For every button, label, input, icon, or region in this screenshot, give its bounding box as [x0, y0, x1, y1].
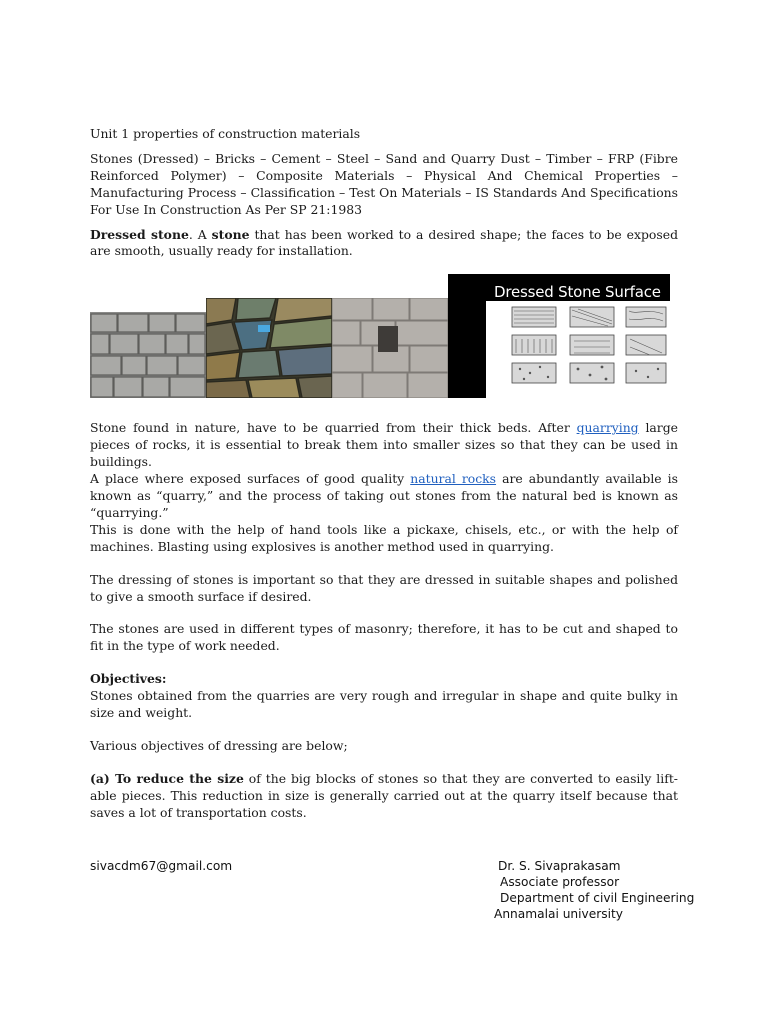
- quarry-text-c: A place where exposed surfaces of good quality: [90, 471, 411, 487]
- figure-caption: Dressed Stone Surface: [494, 283, 661, 301]
- syllabus-paragraph: Stones (Dressed) – Bricks – Cement – Steel – Sand and Quarry Dust – Timber – FRP (Fibre Reinforced Polymer) – Composite Materials – Physical And Chemical Properties – Manufacturing Process – Classification – Test On Materials – IS Standards And Specifications For Use In Construction As Per SP 21:1983: [90, 150, 678, 217]
- surface-samples-panel: [486, 301, 670, 398]
- footer-email: sivacdm67@gmail.com: [90, 859, 233, 873]
- objectives-heading: [90, 671, 678, 688]
- objectives-text: Stones obtained from the quarries are very rough and irregular in shape and quite bulky in size and weight.: [90, 688, 678, 721]
- quarrying-link[interactable]: quarrying: [576, 420, 639, 436]
- stone-images-figure: [90, 274, 670, 398]
- dressing-paragraph: The dressing of stones is important so that they are dressed in suitable shapes and polished to give a smooth surface if desired.: [90, 571, 678, 604]
- definition-text-1: . A: [188, 226, 212, 242]
- definition-text-2: that has been worked to a desired shape; the faces to be exposed are smooth, usually ready for installation.: [90, 226, 678, 259]
- unit-heading: Unit 1 properties of construction materials: [90, 126, 361, 141]
- objective-a: [90, 771, 678, 822]
- footer-university: Annamalai university: [494, 907, 623, 921]
- stone-term: stone: [211, 226, 250, 242]
- rubble-stone-wall-image: [206, 298, 332, 398]
- footer-author-role: Associate professor: [500, 875, 620, 889]
- surface-samples-grid: [486, 301, 670, 398]
- dressed-stone-definition: [90, 227, 678, 261]
- masonry-paragraph: The stones are used in different types of masonry; therefore, it has to be cut and shaped to fit in the type of work needed.: [90, 621, 678, 654]
- quarry-text-e: This is done with the help of hand tools like a pickaxe, chisels, etc., or with the help of machines. Blasting using explosives is another method used in quarrying.: [90, 521, 678, 554]
- quarry-text-d: are abundantly available is known as “quarry,” and the process of taking out stones from the natural bed is known as “quarrying.”: [90, 471, 678, 520]
- footer-author-name: Dr. S. Sivaprakasam: [498, 859, 621, 873]
- objective-a-text: of the big blocks of stones so that they are converted to easily lift-able pieces. This reduction in size is generally carried out at the quarry itself because that saves a lot of transportation costs.: [90, 770, 678, 820]
- dressed-stone-term: Dressed stone: [90, 226, 189, 242]
- document-body: [90, 126, 678, 822]
- objective-a-label: (a) To reduce the size: [90, 770, 244, 786]
- quarry-paragraph: [90, 420, 678, 555]
- quarry-text-b: large pieces of rocks, it is essential to break them into smaller sizes so that they can be used in buildings.: [90, 420, 678, 470]
- natural-rocks-link[interactable]: natural rocks: [410, 471, 497, 487]
- objectives-title: Objectives:: [90, 671, 167, 687]
- granite-block-wall-image: [90, 312, 206, 398]
- various-objectives: Various objectives of dressing are below;: [90, 737, 348, 753]
- dressed-stone-surface-figure: [448, 274, 670, 398]
- inca-masonry-wall-image: [332, 298, 448, 398]
- footer-department: Department of civil Engineering: [500, 891, 695, 905]
- quarry-text-a: Stone found in nature, have to be quarried from their thick beds. After: [90, 420, 577, 436]
